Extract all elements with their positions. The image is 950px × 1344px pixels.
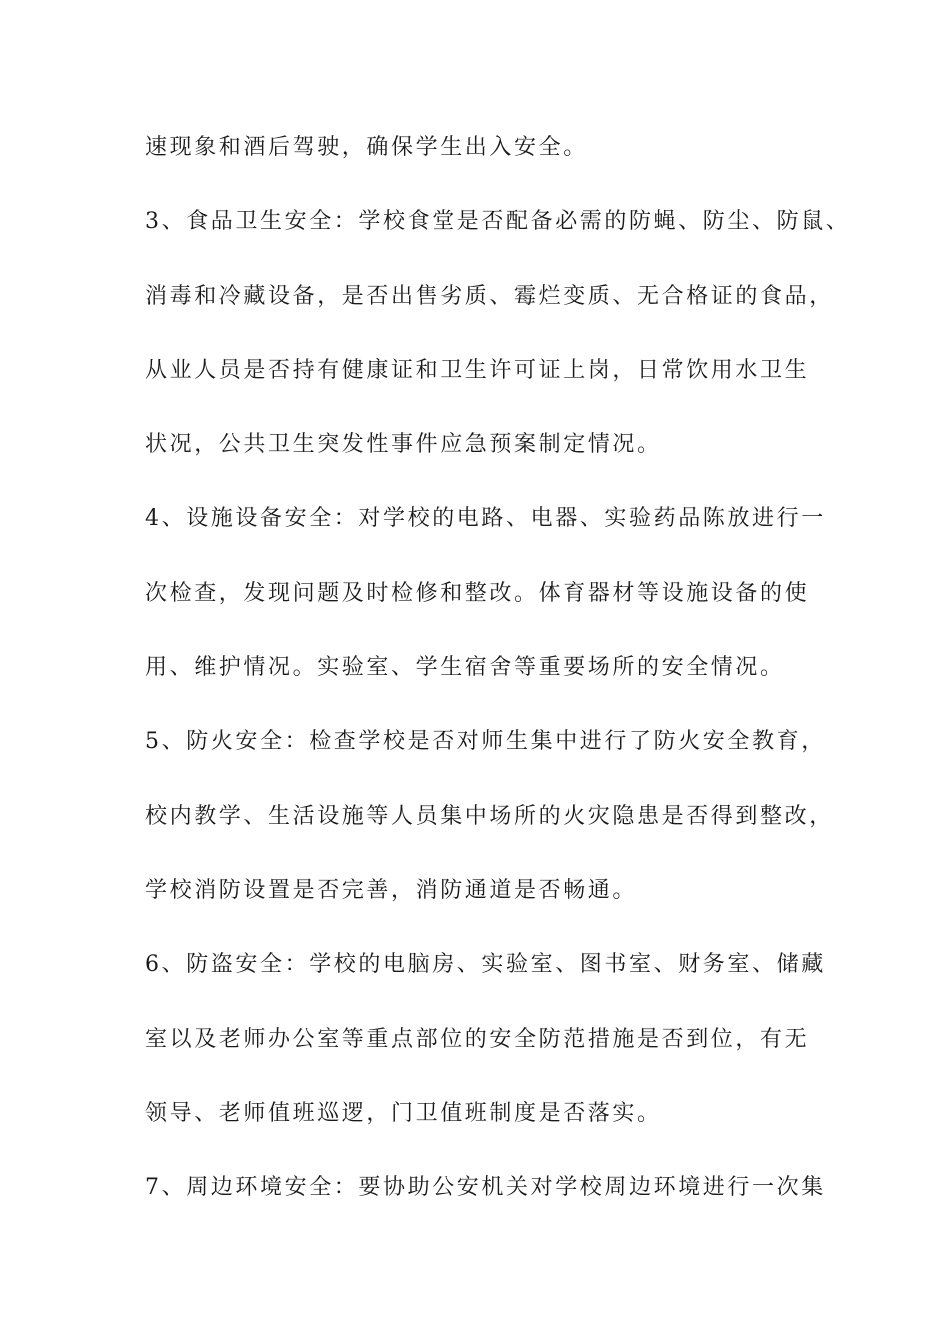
text-line: 3、食品卫生安全：学校食堂是否配备必需的防蝇、防尘、防鼠、 [145, 209, 851, 235]
text-line: 速现象和酒后驾驶，确保学生出入安全。 [145, 135, 588, 160]
text-line: 室以及老师办公室等重点部位的安全防范措施是否到位，有无 [145, 1026, 810, 1052]
text-line: 5、防火安全：检查学校是否对师生集中进行了防火安全教育， [145, 729, 826, 755]
text-line: 从业人员是否持有健康证和卫生许可证上岗，日常饮用水卫生 [145, 357, 810, 383]
text-line: 6、防盗安全：学校的电脑房、实验室、图书室、财务室、储藏 [145, 952, 826, 978]
text-line: 学校消防设置是否完善，消防通道是否畅通。 [145, 877, 638, 903]
text-line: 次检查，发现问题及时检修和整改。体育器材等设施设备的使 [145, 580, 810, 606]
body-text [145, 128, 851, 1242]
text-line: 消毒和冷藏设备，是否出售劣质、霉烂变质、无合格证的食品， [145, 283, 834, 309]
text-line: 4、设施设备安全：对学校的电路、电器、实验药品陈放进行一 [145, 506, 826, 532]
text-line: 校内教学、生活设施等人员集中场所的火灾隐患是否得到整改， [145, 803, 834, 829]
text-line: 状况，公共卫生突发性事件应急预案制定情况。 [145, 432, 662, 458]
text-line: 7、周边环境安全：要协助公安机关对学校周边环境进行一次集 [145, 1175, 826, 1201]
text-line: 用、维护情况。实验室、学生宿舍等重要场所的安全情况。 [145, 655, 785, 681]
text-line: 领导、老师值班巡逻，门卫值班制度是否落实。 [145, 1100, 662, 1126]
